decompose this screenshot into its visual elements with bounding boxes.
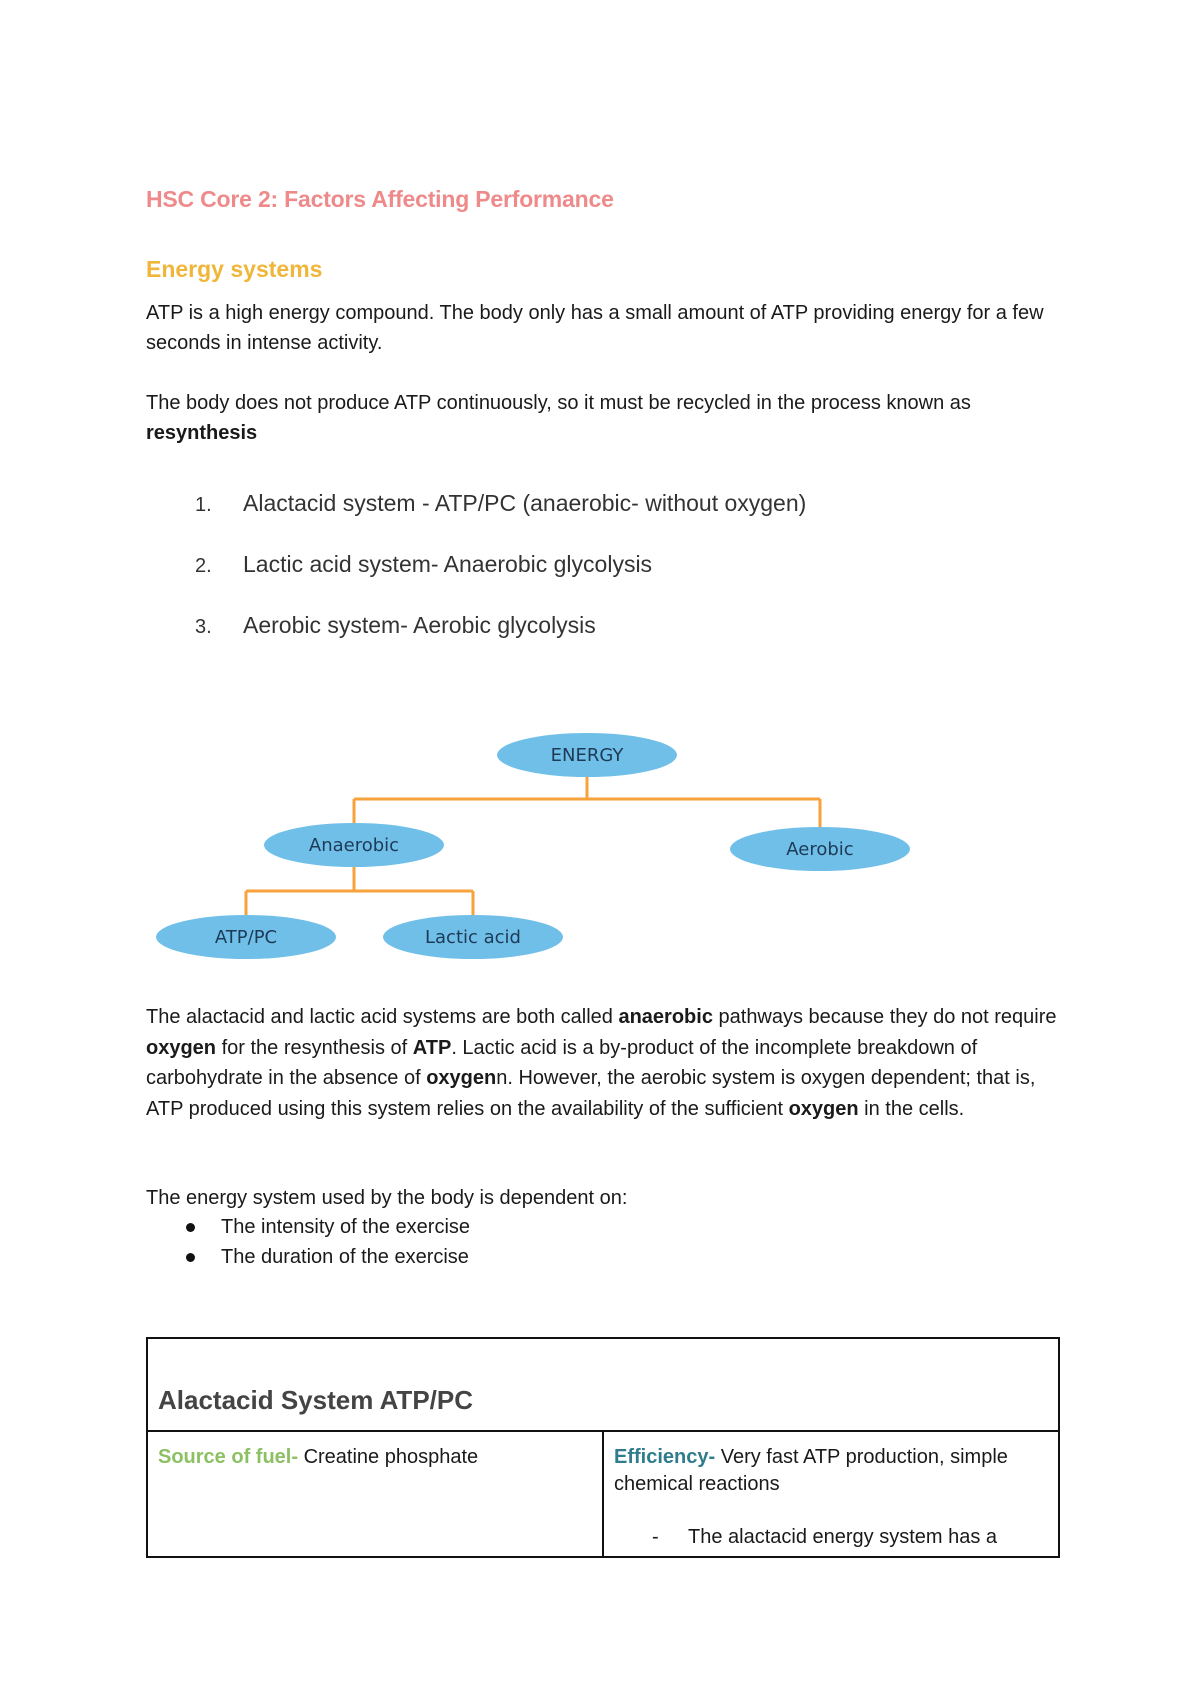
list-item xyxy=(184,1213,470,1243)
list-item-text: Alactacid system - ATP/PC (anaerobic- without oxygen) xyxy=(243,490,807,516)
text-run: . Lactic acid is a by-product of the incomplete breakdown of carbohydrate in the absence of xyxy=(146,1036,978,1089)
efficiency-label: Efficiency- xyxy=(614,1446,716,1468)
list-item-text: Aerobic system- Aerobic glycolysis xyxy=(243,612,596,638)
aerobic-label: Aerobic xyxy=(786,839,854,860)
fuel-label: Source of fuel- xyxy=(158,1446,299,1468)
intro-paragraph-2-text: The body does not produce ATP continuously, so it must be recycled in the process known as xyxy=(146,392,971,414)
efficiency-value: Very fast ATP production, simple chemical reactions xyxy=(614,1446,1008,1495)
lactic-acid-label: Lactic acid xyxy=(425,927,521,948)
bullet-icon xyxy=(186,1223,195,1232)
list-item-text: Lactic acid system- Anaerobic glycolysis xyxy=(243,551,653,577)
text-run: pathways because they do not require xyxy=(712,1006,1057,1028)
anaerobic-label: Anaerobic xyxy=(308,835,400,856)
anaerobic-explanation xyxy=(146,1002,1066,1124)
table-row xyxy=(148,1432,1058,1556)
list-item-number: 3. xyxy=(195,616,212,638)
text-run: The alactacid and lactic acid systems are both called xyxy=(146,1006,619,1028)
text-run: in the cells. xyxy=(858,1097,965,1120)
text-run: n. However, the aerobic system is oxygen dependent; that is, ATP produced using this system relies on the availability of the sufficient xyxy=(146,1067,1036,1120)
energy-label: ENERGY xyxy=(550,745,624,766)
list-item-text: The duration of the exercise xyxy=(221,1245,469,1268)
intro-paragraph-2 xyxy=(146,388,1066,448)
dependency-list xyxy=(184,1213,470,1272)
list-item xyxy=(195,551,806,612)
fuel-cell xyxy=(148,1432,604,1556)
list-item-number: 1. xyxy=(195,494,212,516)
bold-anaerobic: anaerobic xyxy=(618,1006,713,1028)
bold-oxyge: oxygen xyxy=(426,1067,497,1089)
table-header: Alactacid System ATP/PC xyxy=(148,1339,1058,1432)
atp-pc-label: ATP/PC xyxy=(214,927,278,948)
bullet-icon xyxy=(186,1253,195,1262)
dash-marker: - xyxy=(652,1526,659,1548)
list-item xyxy=(184,1243,470,1273)
section-heading: Energy systems xyxy=(146,256,323,282)
list-item xyxy=(195,490,806,551)
efficiency-cell xyxy=(604,1432,1058,1556)
efficiency-subitem xyxy=(614,1524,1048,1551)
fuel-value: Creatine phosphate xyxy=(298,1446,479,1468)
energy-systems-list xyxy=(195,490,806,673)
alactacid-table xyxy=(146,1337,1060,1558)
intro-paragraph-1: ATP is a high energy compound. The body only has a small amount of ATP providing energy for a few seconds in intense activity. xyxy=(146,302,1044,354)
diagram-nodes xyxy=(156,733,910,959)
energy-systems-diagram xyxy=(150,725,920,965)
list-item xyxy=(195,612,806,673)
page-title: HSC Core 2: Factors Affecting Performance xyxy=(146,186,614,212)
list-item-text: The intensity of the exercise xyxy=(221,1216,471,1238)
list-item-number: 2. xyxy=(195,555,212,577)
subitem-text: The alactacid energy system has a xyxy=(688,1526,998,1548)
resynthesis-bold: resynthesis xyxy=(146,422,258,444)
bold-oxygen: oxygen xyxy=(146,1036,217,1059)
dependency-intro: The energy system used by the body is dependent on: xyxy=(146,1187,628,1209)
bold-atp: ATP xyxy=(412,1036,452,1059)
text-run: for the resynthesis of xyxy=(216,1036,413,1059)
bold-oxygen-2: oxygen xyxy=(788,1097,859,1120)
